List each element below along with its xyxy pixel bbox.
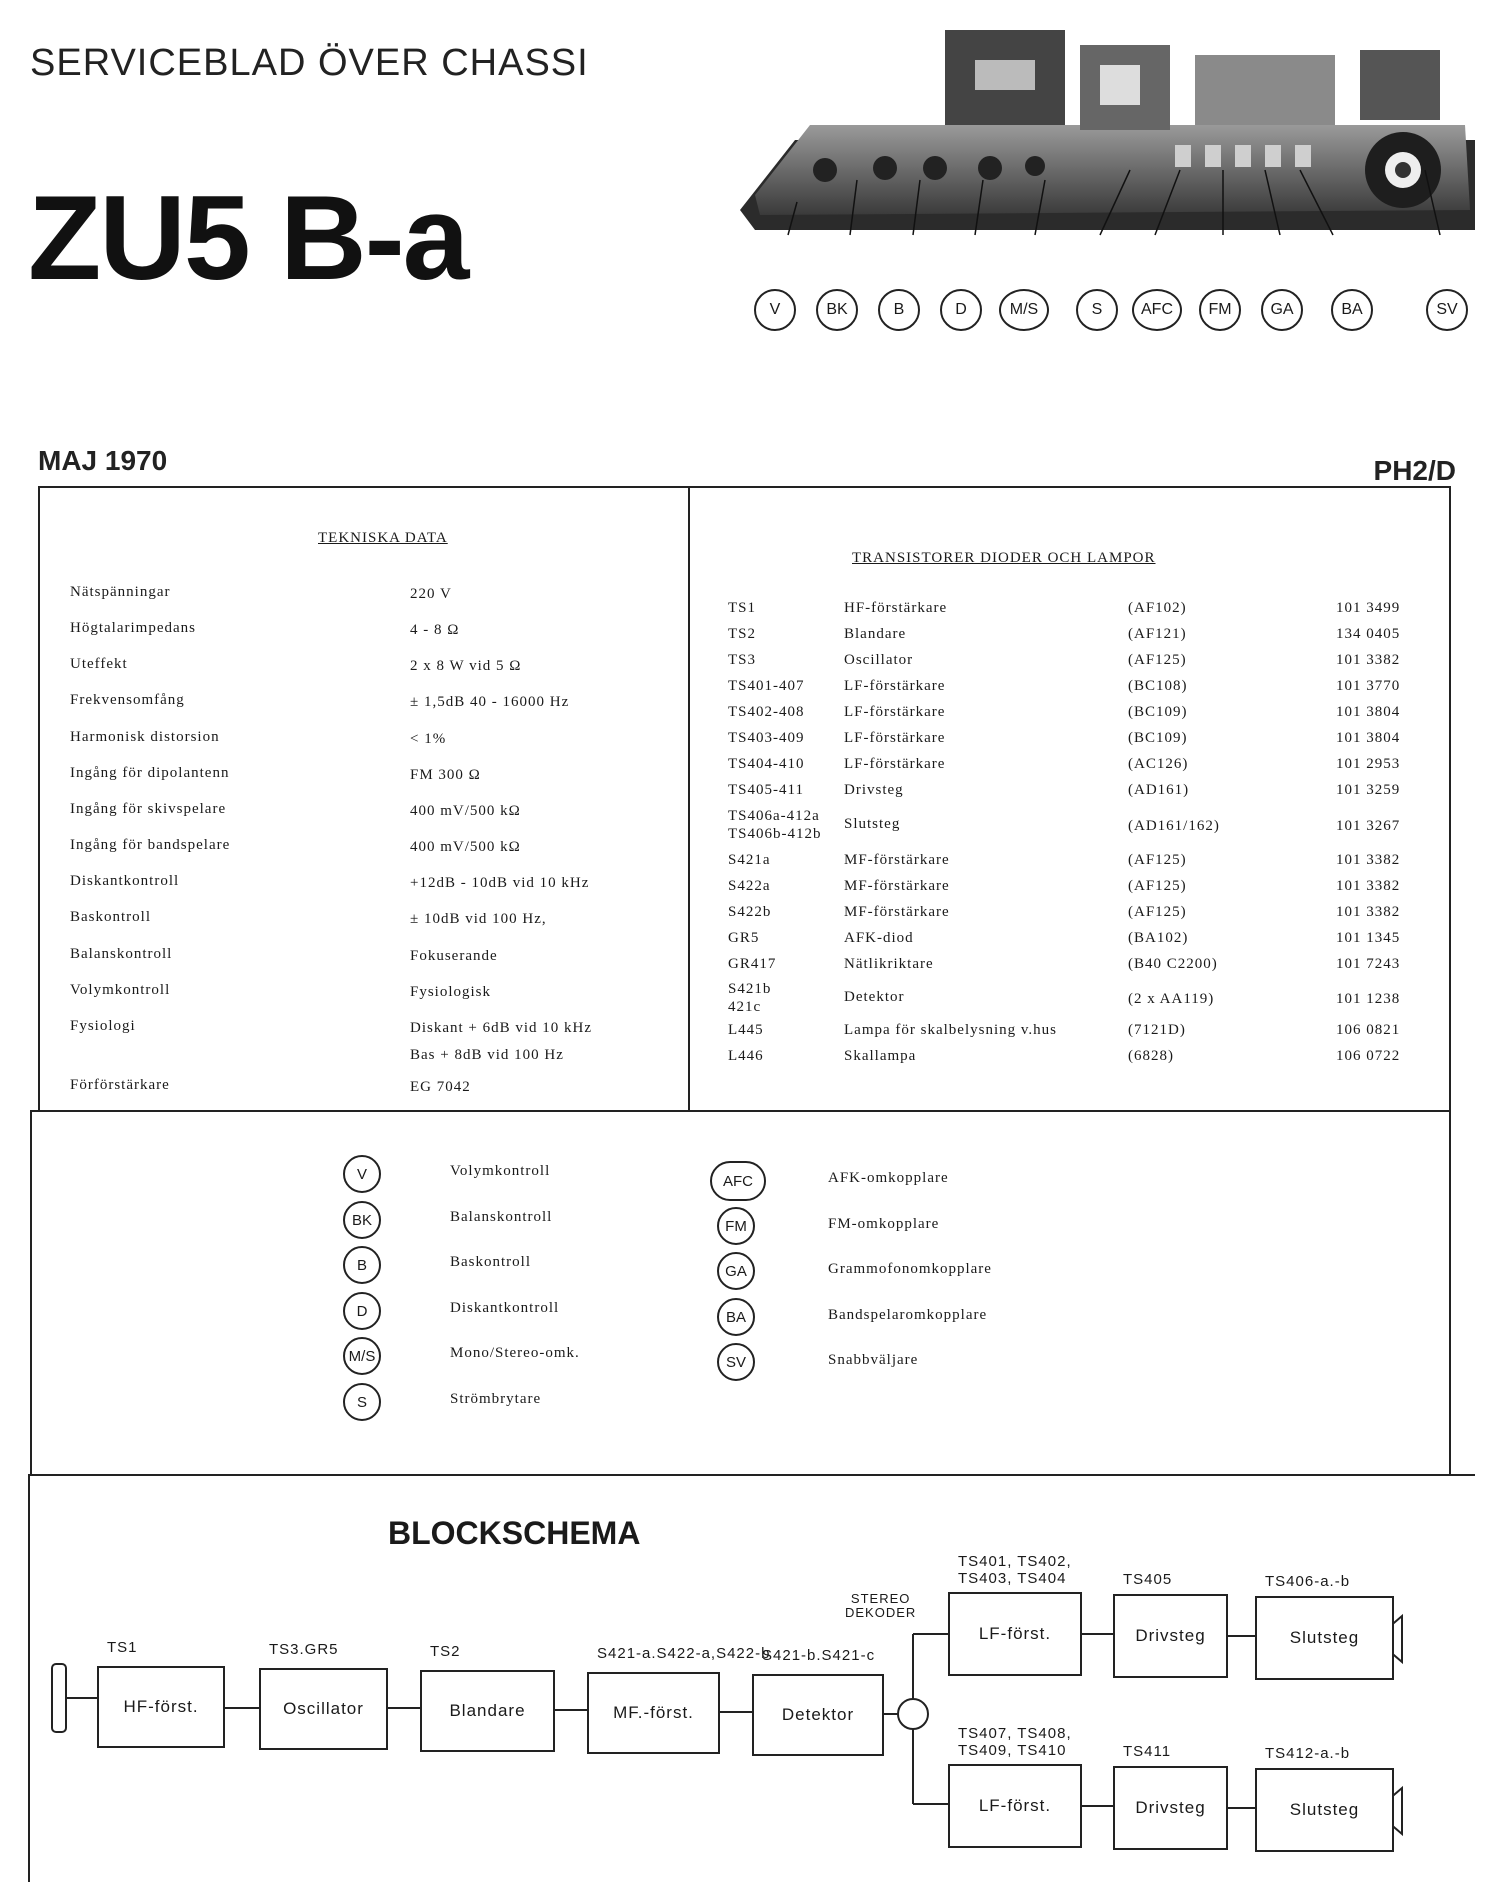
component-ref: TS403-409	[728, 730, 805, 746]
component-ref: S421a	[728, 852, 771, 868]
block-upper-drivsteg: Drivsteg	[1113, 1594, 1228, 1678]
component-part: 101 3382	[1336, 852, 1401, 868]
block-label: TS412-a.-b	[1265, 1745, 1351, 1762]
block-label: TS2	[430, 1643, 461, 1660]
document-code: PH2/D	[1373, 455, 1456, 486]
component-ref: TS401-407	[728, 678, 805, 694]
component-desc: HF-förstärkare	[844, 600, 948, 616]
tech-value: +12dB - 10dB vid 10 kHz	[410, 875, 590, 891]
legend-label: AFK-omkopplare	[828, 1170, 949, 1186]
photo-marker-b: B	[878, 289, 920, 331]
chassis-photo	[735, 20, 1480, 245]
legend-label: FM-omkopplare	[828, 1216, 940, 1232]
component-desc: LF-förstärkare	[844, 678, 946, 694]
block-upper-lffrst: LF-först.	[948, 1592, 1082, 1676]
component-ref: S422b	[728, 904, 772, 920]
tech-label: Frekvensomfång	[70, 692, 185, 708]
component-type: (AC126)	[1128, 756, 1189, 772]
block-label: S421-b.S421-c	[762, 1647, 876, 1664]
legend-label: Baskontroll	[450, 1254, 531, 1270]
block-blandare: Blandare	[420, 1670, 555, 1752]
stereo-decoder-label: STEREO DEKODER	[845, 1591, 917, 1621]
block-label: TS405	[1123, 1571, 1173, 1588]
component-part: 101 2953	[1336, 756, 1401, 772]
legend-symbol-ga: GA	[717, 1252, 755, 1290]
component-part: 101 1238	[1336, 991, 1401, 1007]
tech-value: Fokuserande	[410, 948, 498, 964]
tech-label: Ingång för bandspelare	[70, 837, 231, 853]
legend-label: Strömbrytare	[450, 1391, 542, 1407]
component-type: (AF121)	[1128, 626, 1187, 642]
legend-symbol-sv: SV	[717, 1343, 755, 1381]
tech-label: Harmonisk distorsion	[70, 729, 220, 745]
legend-symbol-afc: AFC	[710, 1161, 766, 1201]
component-ref-2: 421c	[728, 999, 762, 1015]
legend-label: Diskantkontroll	[450, 1300, 560, 1316]
component-ref-2: TS406b-412b	[728, 826, 822, 842]
component-ref: L446	[728, 1048, 764, 1064]
legend-label: Volymkontroll	[450, 1163, 551, 1179]
block-label: TS411	[1123, 1743, 1172, 1760]
frame-mid	[688, 486, 690, 1110]
component-desc: Slutsteg	[844, 816, 901, 832]
component-part: 106 0722	[1336, 1048, 1401, 1064]
legend-symbol-d: D	[343, 1292, 381, 1330]
tech-value: 220 V	[410, 586, 452, 602]
component-type: (AF125)	[1128, 878, 1187, 894]
component-desc: Detektor	[844, 989, 905, 1005]
page-heading: SERVICEBLAD ÖVER CHASSI	[30, 42, 589, 84]
component-type: (2 x AA119)	[1128, 991, 1215, 1007]
component-ref: TS3	[728, 652, 757, 668]
photo-marker-s: S	[1076, 289, 1118, 331]
photo-marker-d: D	[940, 289, 982, 331]
block-lower-lffrst: LF-först.	[948, 1764, 1082, 1848]
tech-label: Nätspänningar	[70, 584, 171, 600]
photo-marker-v: V	[754, 289, 796, 331]
frame-left-2	[30, 1110, 32, 1474]
component-desc: AFK-diod	[844, 930, 914, 946]
component-type: (BC109)	[1128, 704, 1188, 720]
block-label: TS1	[107, 1639, 138, 1656]
component-ref: GR5	[728, 930, 760, 946]
tech-value: EG 7042	[410, 1079, 471, 1095]
legend-symbol-m-s: M/S	[343, 1337, 381, 1375]
component-desc: Nätlikriktare	[844, 956, 934, 972]
component-desc: MF-förstärkare	[844, 852, 950, 868]
legend-symbol-v: V	[343, 1155, 381, 1193]
tech-data-title: TEKNISKA DATA	[318, 530, 448, 546]
component-type: (AD161/162)	[1128, 818, 1220, 834]
block-detektor: Detektor	[752, 1674, 884, 1756]
component-type: (7121D)	[1128, 1022, 1186, 1038]
component-ref: GR417	[728, 956, 777, 972]
component-ref: TS2	[728, 626, 757, 642]
component-part: 101 1345	[1336, 930, 1401, 946]
tech-label: Baskontroll	[70, 909, 151, 925]
tech-label: Volymkontroll	[70, 982, 171, 998]
legend-symbol-b: B	[343, 1246, 381, 1284]
tech-value: ± 10dB vid 100 Hz,	[410, 911, 547, 927]
frame-right	[1449, 486, 1451, 1474]
photo-marker-bk: BK	[816, 289, 858, 331]
component-part: 101 3382	[1336, 878, 1401, 894]
tech-label: Högtalarimpedans	[70, 620, 196, 636]
component-desc: Oscillator	[844, 652, 914, 668]
component-type: (B40 C2200)	[1128, 956, 1218, 972]
component-type: (BC109)	[1128, 730, 1188, 746]
block-label: TS3.GR5	[269, 1641, 339, 1658]
component-type: (BA102)	[1128, 930, 1189, 946]
component-type: (AF125)	[1128, 852, 1187, 868]
component-type: (AF102)	[1128, 600, 1187, 616]
model-title: ZU5 B-a	[28, 171, 468, 305]
component-ref: TS404-410	[728, 756, 805, 772]
legend-symbol-ba: BA	[717, 1298, 755, 1336]
component-type: (AF125)	[1128, 904, 1187, 920]
tech-value: Fysiologisk	[410, 984, 492, 1000]
frame-left	[38, 486, 40, 1110]
component-part: 134 0405	[1336, 626, 1401, 642]
component-part: 101 3267	[1336, 818, 1401, 834]
photo-marker-m-s: M/S	[999, 289, 1049, 331]
component-ref: S422a	[728, 878, 771, 894]
document-date: MAJ 1970	[38, 445, 168, 476]
photo-marker-ga: GA	[1261, 289, 1303, 331]
tech-value: 400 mV/500 kΩ	[410, 839, 521, 855]
component-part: 101 3382	[1336, 652, 1401, 668]
component-desc: Blandare	[844, 626, 907, 642]
block-upper-slutsteg: Slutsteg	[1255, 1596, 1394, 1680]
component-desc: LF-förstärkare	[844, 704, 946, 720]
tech-label: Balanskontroll	[70, 946, 173, 962]
component-part: 106 0821	[1336, 1022, 1401, 1038]
block-lower-drivsteg: Drivsteg	[1113, 1766, 1228, 1850]
tech-label: Ingång för skivspelare	[70, 801, 227, 817]
component-part: 101 3499	[1336, 600, 1401, 616]
component-ref: TS402-408	[728, 704, 805, 720]
tech-value: ± 1,5dB 40 - 16000 Hz	[410, 694, 570, 710]
component-ref: L445	[728, 1022, 764, 1038]
block-hffrst: HF-först.	[97, 1666, 225, 1748]
block-mffrst: MF.-först.	[587, 1672, 720, 1754]
component-type: (AD161)	[1128, 782, 1190, 798]
photo-marker-sv: SV	[1426, 289, 1468, 331]
tech-value: < 1%	[410, 731, 447, 747]
tech-label: Förförstärkare	[70, 1077, 170, 1093]
legend-label: Balanskontroll	[450, 1209, 553, 1225]
frame-top	[38, 486, 1450, 488]
tech-label: Ingång för dipolantenn	[70, 765, 230, 781]
legend-symbol-s: S	[343, 1383, 381, 1421]
tech-value: Bas + 8dB vid 100 Hz	[410, 1047, 564, 1063]
tech-value: 400 mV/500 kΩ	[410, 803, 521, 819]
tech-label: Diskantkontroll	[70, 873, 180, 889]
legend-symbol-fm: FM	[717, 1207, 755, 1245]
component-desc: MF-förstärkare	[844, 878, 950, 894]
component-desc: Lampa för skalbelysning v.hus	[844, 1022, 1057, 1038]
component-part: 101 7243	[1336, 956, 1401, 972]
component-desc: Drivsteg	[844, 782, 904, 798]
block-label: S421-a.S422-a,S422-b	[597, 1645, 771, 1662]
component-ref: TS1	[728, 600, 757, 616]
legend-label: Grammofonomkopplare	[828, 1261, 992, 1277]
tech-value: Diskant + 6dB vid 10 kHz	[410, 1020, 593, 1036]
tech-value: FM 300 Ω	[410, 767, 481, 783]
tech-label: Uteffekt	[70, 656, 128, 672]
component-part: 101 3804	[1336, 704, 1401, 720]
frame-divider-1	[30, 1110, 1450, 1112]
component-desc: LF-förstärkare	[844, 730, 946, 746]
component-desc: MF-förstärkare	[844, 904, 950, 920]
legend-symbol-bk: BK	[343, 1201, 381, 1239]
component-desc: LF-förstärkare	[844, 756, 946, 772]
block-lower-slutsteg: Slutsteg	[1255, 1768, 1394, 1852]
blockschema-title: BLOCKSCHEMA	[388, 1515, 641, 1551]
tech-value: 4 - 8 Ω	[410, 622, 460, 638]
component-part: 101 3804	[1336, 730, 1401, 746]
component-desc: Skallampa	[844, 1048, 917, 1064]
photo-marker-afc: AFC	[1132, 289, 1182, 331]
component-type: (AF125)	[1128, 652, 1187, 668]
component-type: (6828)	[1128, 1048, 1174, 1064]
components-title: TRANSISTORER DIODER OCH LAMPOR	[852, 550, 1156, 566]
legend-label: Mono/Stereo-omk.	[450, 1345, 580, 1361]
block-label: TS407, TS408, TS409, TS410	[958, 1725, 1072, 1759]
legend-label: Snabbväljare	[828, 1352, 919, 1368]
photo-marker-fm: FM	[1199, 289, 1241, 331]
component-type: (BC108)	[1128, 678, 1188, 694]
tech-label: Fysiologi	[70, 1018, 136, 1034]
component-ref: S421b	[728, 981, 772, 997]
block-label: TS406-a.-b	[1265, 1573, 1351, 1590]
tech-value: 2 x 8 W vid 5 Ω	[410, 658, 522, 674]
legend-label: Bandspelaromkopplare	[828, 1307, 988, 1323]
block-oscillator: Oscillator	[259, 1668, 388, 1750]
component-ref: TS405-411	[728, 782, 804, 798]
block-label: TS401, TS402, TS403, TS404	[958, 1553, 1072, 1587]
component-part: 101 3382	[1336, 904, 1401, 920]
component-ref: TS406a-412a	[728, 808, 820, 824]
photo-marker-ba: BA	[1331, 289, 1373, 331]
component-part: 101 3259	[1336, 782, 1401, 798]
component-part: 101 3770	[1336, 678, 1401, 694]
